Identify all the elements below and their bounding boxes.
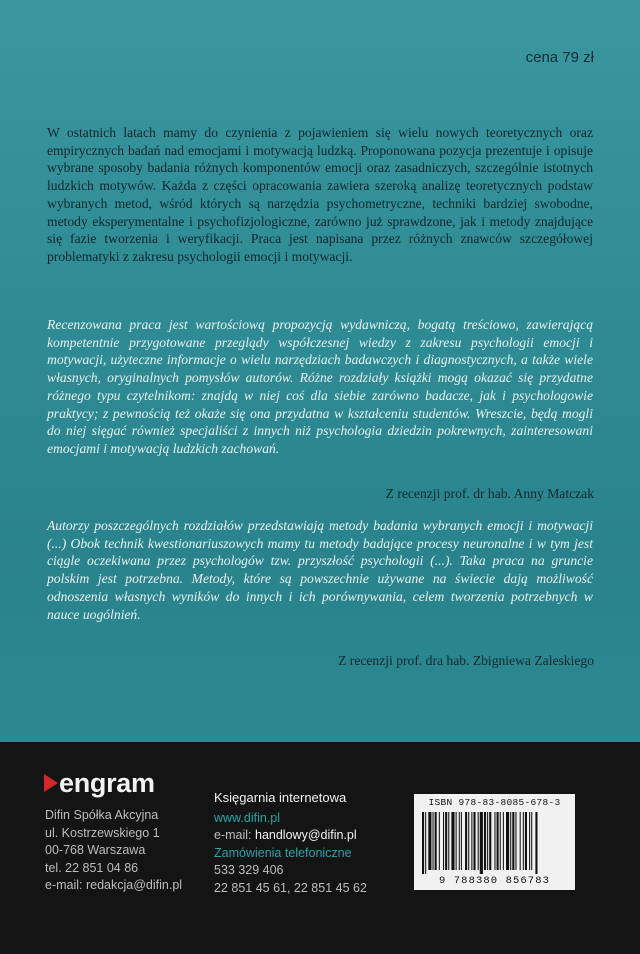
shop-email-label: e-mail: [214, 828, 252, 842]
address-company: Difin Spółka Akcyjna [45, 808, 159, 822]
barcode-bar [515, 812, 516, 870]
barcode-bar [425, 812, 426, 874]
barcode-bar [448, 812, 449, 870]
barcode-bar [506, 812, 509, 870]
price-label: cena 79 zł [525, 49, 594, 66]
barcode-bars [422, 812, 567, 874]
barcode-bar [525, 812, 527, 870]
barcode-bar [480, 812, 483, 874]
barcode-bar [503, 812, 504, 870]
isbn-barcode [414, 794, 575, 890]
barcode-number: 9 788380 856783 [438, 875, 550, 887]
barcode-bar [428, 812, 431, 870]
barcode-bar [512, 812, 514, 870]
barcode-bar [535, 812, 537, 874]
isbn-text: ISBN 978-83-8085-678-3 [428, 797, 561, 808]
barcode-bar [531, 812, 532, 870]
barcode-bar [445, 812, 447, 870]
barcode-bar [459, 812, 460, 870]
barcode-bar [484, 812, 486, 870]
barcode-bar [471, 812, 472, 870]
engram-logo [44, 766, 155, 800]
barcode-bar [461, 812, 462, 870]
barcode-bar [487, 812, 488, 870]
barcode-bar [439, 812, 440, 870]
barcode-bar [433, 812, 434, 870]
barcode-bar [497, 812, 499, 870]
phone-number-1: 533 329 406 [214, 863, 284, 877]
barcode-bar [510, 812, 511, 870]
review-text-2: Autorzy poszczególnych rozdziałów przedstawiają metody badania wybranych emocji i motywacji (...) Obok technik kwestionariuszowych mamy tu metody badające procesy neuronalne i w tym jest ciągle oczekiwana przez psychologów tzw. przyszłość psychologii (...). Taka praca na gruncie polskim jest potrzebna. Metody, które są powszechnie używane na świecie dają możliwość odnoszenia własnych wyników do innych i ich porównywania, celem tworzenia potrzebnych w nauce uogólnień. [47, 518, 593, 622]
review-text-1: Recenzowana praca jest wartościową propozycją wydawniczą, bogatą treściowo, zawierającą kompetentnie przygotowane przeglądy współczesnej wiedzy z zakresu psychologii emocji i motywacji, użyteczne informacje o wielu narzędziach badawczych i diagnostycznych, a także wiele własnych, oryginalnych pomysłów autorów. Różne rozdziały książki mogą okazać się przydatne różnego typu czytelnikom: znajdą w niej coś dla siebie zarówno badacze, jak i psychologowie praktycy; z pewnością też okaże się ona przydatna w kształceniu studentów. Wreszcie, będą mogli do niej sięgać również specjaliści z innych niż psychologia dziedzin pokrewnych, zainteresowani emocjami i motywacją ludzkich zachowań. [47, 317, 593, 456]
shop-url-link[interactable]: www.difin.pl [214, 810, 280, 825]
phone-orders-label: Zamówienia telefoniczne [214, 845, 352, 860]
address-city: 00-768 Warszawa [45, 843, 146, 857]
barcode-bar [451, 812, 454, 870]
address-street: ul. Kostrzewskiego 1 [45, 825, 160, 840]
phone-number-2: 22 851 45 61, 22 851 45 62 [214, 880, 367, 895]
logo-arrow-icon [44, 774, 58, 792]
publisher-address [45, 807, 182, 895]
barcode-bar [489, 812, 491, 870]
review-signature-1: Z recenzji prof. dr hab. Anny Matczak [385, 486, 594, 501]
barcode-bar [468, 812, 469, 870]
barcode-bar [443, 812, 444, 870]
barcode-bar [500, 812, 501, 870]
online-shop-info [214, 789, 367, 897]
barcode-bar [478, 812, 479, 870]
barcode-bar [529, 812, 530, 870]
publisher-footer [0, 742, 640, 954]
book-description: W ostatnich latach mamy do czynienia z pojawieniem się wielu nowych teoretycznych oraz empirycznych badań nad emocjami i motywacją ludzką. Proponowana pozycja prezentuje i opisuje wybrane sposoby badania różnych komponentów emocji oraz zasadniczych, szczególnie istotnych ludzkich motywów. Każda z części opracowania zawiera szeroką analizę teoretycznych podstaw wybranych metod, wśród których są narzędzia psychometryczne, techniki bardziej swobodne, metody eksperymentalne i psychofizjologiczne, zarówno już sprawdzone, jak i metody znajdujące się fazie tworzenia i weryfikacji. Praca jest napisana przez różnych znawców szczegółowej problematyki z zakresu psychologii emocji i motywacji. [47, 125, 593, 264]
barcode-bar [456, 812, 457, 870]
barcode-bar [422, 812, 424, 874]
shop-email-link[interactable]: handlowy@difin.pl [255, 828, 357, 842]
barcode-bar [520, 812, 521, 870]
barcode-bar [465, 812, 467, 870]
shop-title: Księgarnia internetowa [214, 790, 347, 805]
barcode-bar [494, 812, 495, 870]
address-email: e-mail: redakcja@difin.pl [45, 878, 183, 892]
barcode-bar [523, 812, 524, 870]
barcode-bar [473, 812, 475, 870]
logo-text: engram [59, 767, 155, 798]
address-phone: tel. 22 851 04 86 [45, 860, 139, 875]
review-signature-2: Z recenzji prof. dra hab. Zbigniewa Zaleskiego [338, 653, 594, 668]
barcode-bar [435, 812, 437, 870]
